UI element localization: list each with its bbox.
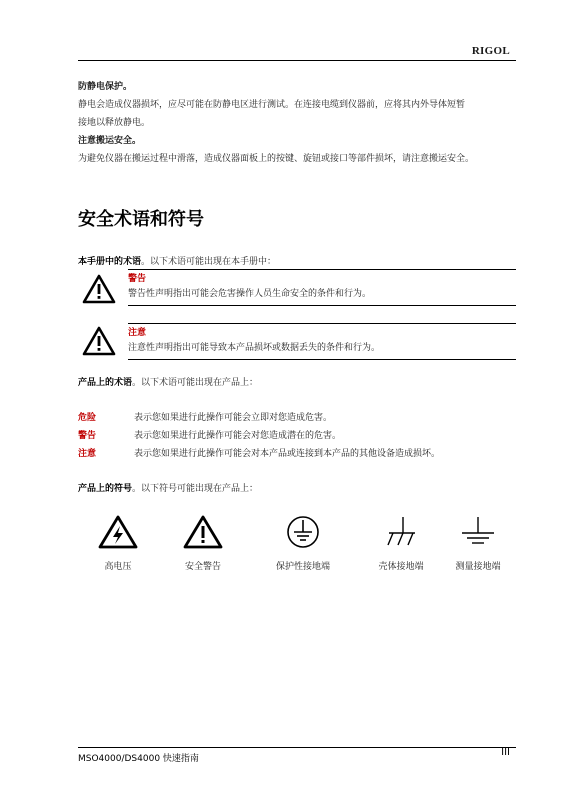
brand-logo-text: RIGOL bbox=[471, 45, 510, 57]
footer-title: MSO4000/DS4000 快速指南 bbox=[78, 754, 199, 764]
product-terms-label: 产品上的术语 bbox=[78, 378, 133, 388]
warning-desc: 警告性声明指出可能会危害操作人员生命安全的条件和行为。 bbox=[128, 289, 372, 299]
high-voltage-icon bbox=[98, 515, 138, 549]
term-warning: 警告 bbox=[78, 431, 97, 441]
symbol-label: 壳体接地端 bbox=[378, 562, 424, 572]
product-terms-intro bbox=[78, 374, 258, 392]
manual-terms-label: 本手册中的术语 bbox=[78, 257, 142, 267]
caution-box bbox=[128, 323, 516, 360]
symbol-high-voltage bbox=[73, 515, 163, 572]
product-terms-rest: 。以下术语可能出现在产品上： bbox=[132, 378, 259, 388]
symbol-label: 保护性接地端 bbox=[275, 562, 330, 572]
page-number: III bbox=[501, 747, 510, 758]
term-row-warning bbox=[78, 427, 341, 445]
warning-box bbox=[128, 269, 516, 306]
term-caution: 注意 bbox=[78, 449, 97, 459]
measurement-ground-icon bbox=[458, 515, 498, 549]
product-symbols-rest: 。以下符号可能出现在产品上： bbox=[132, 484, 259, 494]
symbol-protective-earth bbox=[258, 515, 348, 572]
esd-line-1: 静电会造成仪器损坏，应尽可能在防静电区进行测试。在连接电缆到仪器前，应将其内外导体短暂 bbox=[78, 100, 466, 110]
warning-triangle-icon bbox=[82, 274, 116, 304]
term-row-caution bbox=[78, 445, 440, 463]
transport-title: 注意搬运安全。 bbox=[78, 136, 142, 146]
transport-line-1: 为避免仪器在搬运过程中滑落，造成仪器面板上的按键、旋钮或接口等部件损坏，请注意搬运安全。 bbox=[78, 154, 475, 164]
header-rule bbox=[78, 60, 516, 61]
symbol-safety-warning bbox=[158, 515, 248, 572]
footer-rule bbox=[78, 747, 516, 748]
safety-warning-icon bbox=[183, 515, 223, 549]
caution-title: 注意 bbox=[128, 328, 147, 338]
symbol-label: 安全警告 bbox=[184, 562, 221, 572]
protective-earth-icon bbox=[283, 515, 323, 549]
product-symbols-intro bbox=[78, 480, 258, 498]
warning-title: 警告 bbox=[128, 274, 147, 284]
term-warning-desc: 表示您如果进行此操作可能会对您造成潜在的危害。 bbox=[134, 431, 342, 441]
esd-title: 防静电保护。 bbox=[78, 82, 133, 92]
symbol-label: 高电压 bbox=[104, 562, 132, 572]
esd-line-2: 接地以释放静电。 bbox=[78, 118, 151, 128]
term-caution-desc: 表示您如果进行此操作可能会对本产品或连接到本产品的其他设备造成损坏。 bbox=[134, 449, 441, 459]
term-danger-desc: 表示您如果进行此操作可能会立即对您造成危害。 bbox=[134, 413, 333, 423]
symbol-measurement-ground bbox=[433, 515, 523, 572]
product-symbols-label: 产品上的符号 bbox=[78, 484, 133, 494]
caution-triangle-icon bbox=[82, 326, 116, 356]
caution-desc: 注意性声明指出可能导致本产品损坏或数据丢失的条件和行为。 bbox=[128, 343, 381, 353]
term-row-danger bbox=[78, 409, 332, 427]
term-danger: 危险 bbox=[78, 413, 97, 423]
symbol-label: 测量接地端 bbox=[455, 562, 501, 572]
chassis-ground-icon bbox=[381, 515, 421, 549]
section-title: 安全术语和符号 bbox=[78, 209, 204, 230]
manual-terms-rest: 。以下术语可能出现在本手册中： bbox=[141, 257, 277, 267]
